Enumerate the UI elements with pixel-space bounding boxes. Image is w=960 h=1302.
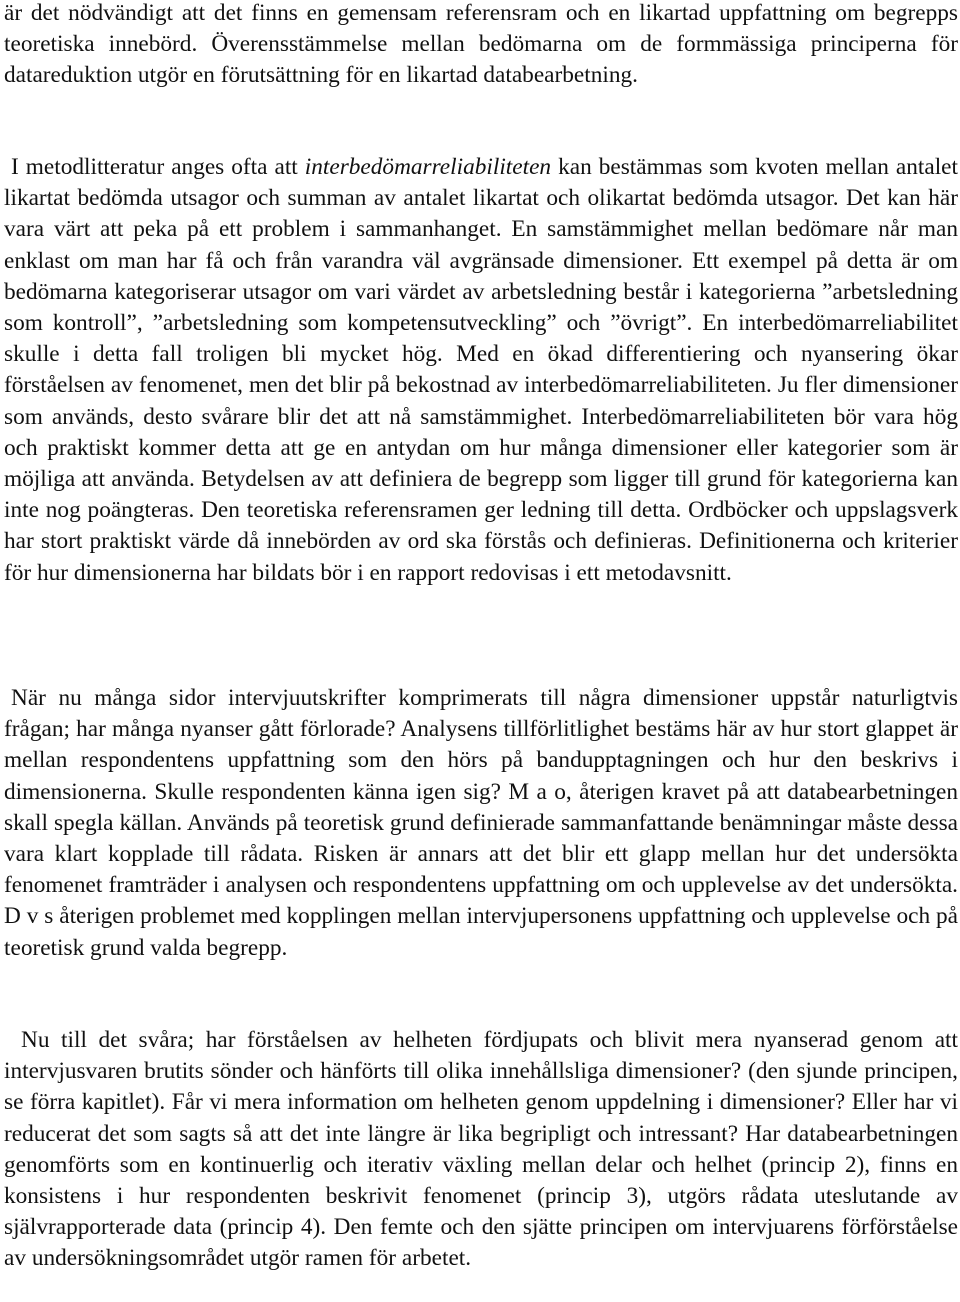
paragraph-2-term: interbedömarreliabiliteten	[304, 154, 552, 180]
paragraph-3-text: När nu många sidor intervjuutskrifter komprimerats till några dimensioner uppstår naturligtvis frågan; har många nyanser gått förlorade? Analysens tillförlitlighet bestäms här av hur stort glappet är mellan respondentens uppfattning som den hörs på bandupptagningen och hur den beskrivs i dimensionerna. Skulle respondenten känna igen sig? M a o, återigen kravet på att databearbetningen skall spegla källan. Används på teoretisk grund definierade sammanfattande benämningar måste dessa vara klart kopplade till rådata. Risken är annars att det blir ett glapp mellan hur det undersökta fenomenet framträder i analysen och respondentens uppfattning om och upplevelse av det undersökta. D v s återigen problemet med kopplingen mellan intervjupersonens uppfattning och upplevelse och på teoretisk grund valda begrepp.	[4, 685, 958, 961]
paragraph-1: är det nödvändigt att det finns en gemensam referensram och en likartad uppfattning om begrepps teoretiska innebörd. Överensstämmelse mellan bedömarna om de formmässiga principerna för datareduktion utgör en förutsättning för en likartad databearbetning.	[4, 0, 958, 89]
paragraph-4-text: Nu till det svåra; har förståelsen av helheten fördjupats och blivit mera nyanserad genom att intervjusvaren brutits sönder och hänförts till olika innehållsliga dimensioner? (den sjunde principen, se förra kapitlet). Får vi mera information om helheten genom uppdelning i dimensioner? Eller har vi reducerat det som sagts så att det inte längre är lika begripligt och intressant? Har databearbetningen genomförts som en kontinuerlig och iterativ växling mellan delar och helhet (princip 2), finns en konsistens i hur respondenten beskrivit fenomenet (princip 3), utgörs rådata uteslutande av självrapporterade data (princip 4). Den femte och den sjätte principen om intervjuarens förförståelse av undersökningsområdet utgör ramen för arbetet.	[4, 1027, 958, 1272]
paragraph-2-body: kan bestämmas som kvoten mellan antalet likartat bedömda utsagor och summan av antalet likartat och olikartat bedömda utsagor. Det kan här vara värt att peka på ett problem i sammanhanget. En samstämmighet mellan bedömare når man enklast om man har få och från varandra väl avgränsade dimensioner. Ett exempel på detta är om bedömarna kategoriserar utsagor om vari värdet av arbetsledning består i kategorierna ”arbetsledning som kontroll”, ”arbetsledning som kompetensutveckling” och ”övrigt”. En interbedömarreliabilitet skulle i detta fall troligen bli mycket hög. Med en ökad differentiering och nyansering ökar förståelsen av fenomenet, men det blir på bekostnad av interbedömarreliabiliteten. Ju fler dimensioner som används, desto svårare blir det att nå samstämmighet. Interbedömarreliabiliteten bör vara hög och praktiskt kommer detta att ge en antydan om hur många dimensioner eller kategorier som är möjliga att använda. Betydelsen av att definiera de begrepp som ligger till grund för kategorierna kan inte nog poängteras. Den teoretiska referensramen ger ledning till detta. Ordböcker och uppslagsverk har stort praktiskt värde då innebörden av ord ska förstås och definieras. Definitionerna och kriterier för hur dimensionerna har bildats bör i en rapport redovisas i ett metodavsnitt.	[4, 154, 958, 586]
paragraph-2-lead: I metodlitteratur anges ofta att	[11, 154, 305, 180]
paragraph-3	[4, 683, 958, 964]
paragraph-4	[4, 1025, 958, 1275]
paragraph-2	[4, 152, 958, 589]
